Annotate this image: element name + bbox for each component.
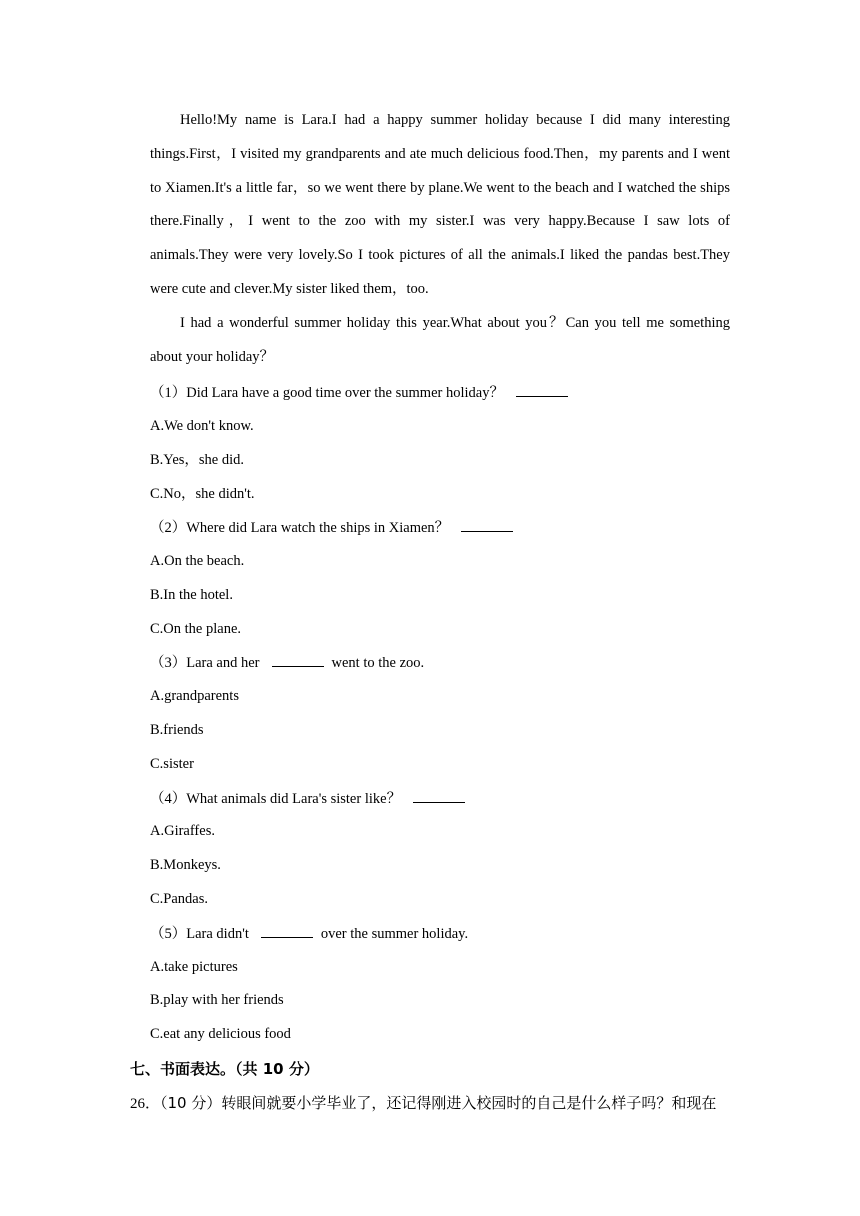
question-2-option-c: C.On the plane. [150, 621, 242, 637]
question-26-text: （10 分）转眼间就要小学毕业了，还记得刚进入校园时的自己是什么样子吗？和现在 [160, 1094, 717, 1112]
question-5-option-a: A.take pictures [150, 959, 238, 975]
question-1-option-a: A.We don't know. [150, 418, 254, 434]
question-4-stem: （4）What animals did Lara's sister like？ [150, 788, 473, 809]
answer-blank [272, 652, 324, 667]
question-4-option-b: B.Monkeys. [150, 857, 221, 873]
answer-blank [461, 517, 513, 532]
passage-paragraph-2: I had a wonderful summer holiday this year.What about you？Can you tell me something about your holiday？ [150, 314, 730, 365]
section-title: 七、书面表达。（共 10 分） [130, 1060, 319, 1078]
passage-paragraph-1: Hello!My name is Lara.I had a happy summer holiday because I did many interesting things.First，I visited my grandparents and ate much delicious food.Then，my parents and I went to Xiamen.It's a little far，so we went there by plane.We went to the beach and I watched the ships there.Finally，I went to the zoo with my sister.I was very happy.Because I saw lots of animals.They were very lovely.So I took pictures of all the animals.I liked the pandas best.They were cute and clever.My sister liked them，too. [150, 112, 730, 297]
question-26-number: 26． [130, 1096, 161, 1112]
answer-blank [516, 382, 568, 397]
question-1-option-b: B.Yes，she did. [150, 452, 245, 468]
question-3-option-a: A.grandparents [150, 688, 239, 704]
question-5-stem: （5）Lara didn't over the summer holiday. [150, 923, 468, 944]
question-4-option-a: A.Giraffes. [150, 823, 215, 839]
answer-blank [261, 923, 313, 938]
reading-passage [150, 104, 730, 374]
question-5-option-c: C.eat any delicious food [150, 1026, 291, 1042]
question-2-option-a: A.On the beach. [150, 553, 245, 569]
question-1-option-c: C.No，she didn't. [150, 486, 255, 502]
question-2-option-b: B.In the hotel. [150, 587, 233, 603]
answer-blank [413, 788, 465, 803]
question-4-option-c: C.Pandas. [150, 891, 208, 907]
question-3-stem: （3）Lara and her went to the zoo. [150, 652, 424, 673]
question-3-option-b: B.friends [150, 722, 204, 738]
question-5-option-b: B.play with her friends [150, 992, 284, 1008]
question-1-stem: （1）Did Lara have a good time over the summer holiday？ [150, 382, 576, 403]
question-2-stem: （2）Where did Lara watch the ships in Xiamen？ [150, 517, 521, 538]
question-3-option-c: C.sister [150, 756, 194, 772]
question-26 [130, 1092, 716, 1113]
